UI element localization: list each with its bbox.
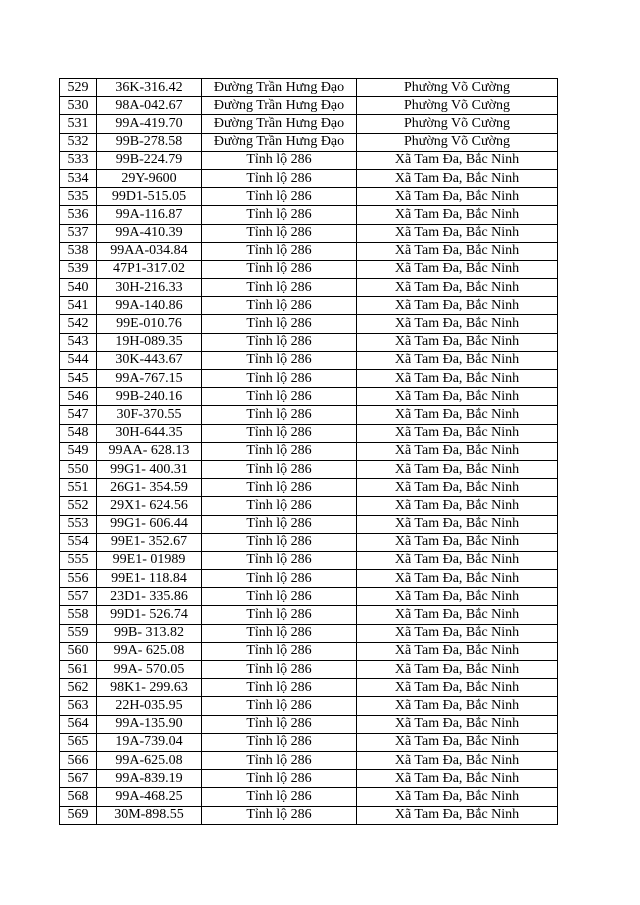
street-cell: Tỉnh lộ 286: [202, 751, 357, 769]
row-number-cell: 542: [60, 315, 97, 333]
row-number-cell: 540: [60, 279, 97, 297]
row-number-cell: 566: [60, 751, 97, 769]
ward-cell: Xã Tam Đa, Bắc Ninh: [357, 188, 558, 206]
license-plate-cell: 99A-468.25: [97, 788, 202, 806]
row-number-cell: 554: [60, 533, 97, 551]
street-cell: Tỉnh lộ 286: [202, 733, 357, 751]
row-number-cell: 537: [60, 224, 97, 242]
street-cell: Đường Trần Hưng Đạo: [202, 97, 357, 115]
ward-cell: Xã Tam Đa, Bắc Ninh: [357, 388, 558, 406]
row-number-cell: 541: [60, 297, 97, 315]
table-row: [60, 606, 558, 624]
street-cell: Tỉnh lộ 286: [202, 515, 357, 533]
license-plate-cell: 30H-216.33: [97, 279, 202, 297]
street-cell: Tỉnh lộ 286: [202, 224, 357, 242]
table-row: [60, 770, 558, 788]
table-row: [60, 333, 558, 351]
license-plate-cell: 22H-035.95: [97, 697, 202, 715]
license-plate-cell: 99AA- 628.13: [97, 442, 202, 460]
table-row: [60, 733, 558, 751]
ward-cell: Xã Tam Đa, Bắc Ninh: [357, 460, 558, 478]
row-number-cell: 556: [60, 570, 97, 588]
violations-table-body: [60, 79, 558, 825]
ward-cell: Xã Tam Đa, Bắc Ninh: [357, 242, 558, 260]
table-row: [60, 479, 558, 497]
street-cell: Tỉnh lộ 286: [202, 442, 357, 460]
row-number-cell: 567: [60, 770, 97, 788]
row-number-cell: 553: [60, 515, 97, 533]
license-plate-cell: 19A-739.04: [97, 733, 202, 751]
street-cell: Tỉnh lộ 286: [202, 333, 357, 351]
ward-cell: Xã Tam Đa, Bắc Ninh: [357, 715, 558, 733]
row-number-cell: 557: [60, 588, 97, 606]
table-row: [60, 406, 558, 424]
table-row: [60, 533, 558, 551]
row-number-cell: 538: [60, 242, 97, 260]
street-cell: Tỉnh lộ 286: [202, 606, 357, 624]
row-number-cell: 563: [60, 697, 97, 715]
license-plate-cell: 99E-010.76: [97, 315, 202, 333]
ward-cell: Xã Tam Đa, Bắc Ninh: [357, 551, 558, 569]
street-cell: Tỉnh lộ 286: [202, 497, 357, 515]
license-plate-cell: 99A-116.87: [97, 206, 202, 224]
ward-cell: Xã Tam Đa, Bắc Ninh: [357, 679, 558, 697]
street-cell: Tỉnh lộ 286: [202, 479, 357, 497]
ward-cell: Xã Tam Đa, Bắc Ninh: [357, 333, 558, 351]
street-cell: Tỉnh lộ 286: [202, 715, 357, 733]
license-plate-cell: 30H-644.35: [97, 424, 202, 442]
table-row: [60, 588, 558, 606]
table-row: [60, 79, 558, 97]
table-row: [60, 570, 558, 588]
table-row: [60, 442, 558, 460]
table-row: [60, 188, 558, 206]
ward-cell: Xã Tam Đa, Bắc Ninh: [357, 370, 558, 388]
table-row: [60, 315, 558, 333]
license-plate-cell: 99AA-034.84: [97, 242, 202, 260]
street-cell: Tỉnh lộ 286: [202, 788, 357, 806]
ward-cell: Xã Tam Đa, Bắc Ninh: [357, 442, 558, 460]
table-row: [60, 260, 558, 278]
license-plate-cell: 29Y-9600: [97, 169, 202, 187]
table-row: [60, 224, 558, 242]
table-row: [60, 661, 558, 679]
street-cell: Tỉnh lộ 286: [202, 279, 357, 297]
row-number-cell: 551: [60, 479, 97, 497]
ward-cell: Xã Tam Đa, Bắc Ninh: [357, 479, 558, 497]
ward-cell: Xã Tam Đa, Bắc Ninh: [357, 588, 558, 606]
row-number-cell: 559: [60, 624, 97, 642]
row-number-cell: 534: [60, 169, 97, 187]
license-plate-cell: 99A-410.39: [97, 224, 202, 242]
ward-cell: Xã Tam Đa, Bắc Ninh: [357, 570, 558, 588]
street-cell: Tỉnh lộ 286: [202, 697, 357, 715]
license-plate-cell: 99G1- 400.31: [97, 460, 202, 478]
license-plate-cell: 99A-767.15: [97, 370, 202, 388]
street-cell: Tỉnh lộ 286: [202, 460, 357, 478]
license-plate-cell: 99G1- 606.44: [97, 515, 202, 533]
street-cell: Tỉnh lộ 286: [202, 370, 357, 388]
table-row: [60, 169, 558, 187]
table-row: [60, 679, 558, 697]
row-number-cell: 561: [60, 661, 97, 679]
table-row: [60, 788, 558, 806]
license-plate-cell: 99B-224.79: [97, 151, 202, 169]
table-row: [60, 388, 558, 406]
ward-cell: Xã Tam Đa, Bắc Ninh: [357, 788, 558, 806]
table-row: [60, 715, 558, 733]
street-cell: Tỉnh lộ 286: [202, 770, 357, 788]
row-number-cell: 558: [60, 606, 97, 624]
license-plate-cell: 30F-370.55: [97, 406, 202, 424]
ward-cell: Xã Tam Đa, Bắc Ninh: [357, 642, 558, 660]
row-number-cell: 564: [60, 715, 97, 733]
license-plate-cell: 30M-898.55: [97, 806, 202, 824]
license-plate-cell: 99A-839.19: [97, 770, 202, 788]
row-number-cell: 547: [60, 406, 97, 424]
ward-cell: Xã Tam Đa, Bắc Ninh: [357, 260, 558, 278]
ward-cell: Xã Tam Đa, Bắc Ninh: [357, 497, 558, 515]
ward-cell: Phường Võ Cường: [357, 79, 558, 97]
street-cell: Tỉnh lộ 286: [202, 297, 357, 315]
license-plate-cell: 99E1- 118.84: [97, 570, 202, 588]
license-plate-cell: 99A-419.70: [97, 115, 202, 133]
street-cell: Tỉnh lộ 286: [202, 206, 357, 224]
license-plate-cell: 99A- 625.08: [97, 642, 202, 660]
table-row: [60, 370, 558, 388]
row-number-cell: 536: [60, 206, 97, 224]
table-row: [60, 206, 558, 224]
street-cell: Tỉnh lộ 286: [202, 679, 357, 697]
table-row: [60, 151, 558, 169]
license-plate-cell: 99B-240.16: [97, 388, 202, 406]
street-cell: Tỉnh lộ 286: [202, 260, 357, 278]
table-row: [60, 515, 558, 533]
ward-cell: Xã Tam Đa, Bắc Ninh: [357, 624, 558, 642]
row-number-cell: 530: [60, 97, 97, 115]
street-cell: Tỉnh lộ 286: [202, 642, 357, 660]
license-plate-cell: 36K-316.42: [97, 79, 202, 97]
ward-cell: Xã Tam Đa, Bắc Ninh: [357, 751, 558, 769]
row-number-cell: 546: [60, 388, 97, 406]
ward-cell: Xã Tam Đa, Bắc Ninh: [357, 697, 558, 715]
license-plate-cell: 23D1- 335.86: [97, 588, 202, 606]
row-number-cell: 552: [60, 497, 97, 515]
ward-cell: Phường Võ Cường: [357, 97, 558, 115]
ward-cell: Xã Tam Đa, Bắc Ninh: [357, 315, 558, 333]
license-plate-cell: 99A-135.90: [97, 715, 202, 733]
violations-table: [59, 78, 558, 825]
ward-cell: Phường Võ Cường: [357, 115, 558, 133]
license-plate-cell: 19H-089.35: [97, 333, 202, 351]
license-plate-cell: 98A-042.67: [97, 97, 202, 115]
table-row: [60, 97, 558, 115]
license-plate-cell: 99D1-515.05: [97, 188, 202, 206]
street-cell: Tỉnh lộ 286: [202, 570, 357, 588]
table-row: [60, 806, 558, 824]
street-cell: Tỉnh lộ 286: [202, 533, 357, 551]
street-cell: Tỉnh lộ 286: [202, 806, 357, 824]
license-plate-cell: 30K-443.67: [97, 351, 202, 369]
license-plate-cell: 99E1- 01989: [97, 551, 202, 569]
street-cell: Tỉnh lộ 286: [202, 315, 357, 333]
license-plate-cell: 47P1-317.02: [97, 260, 202, 278]
street-cell: Tỉnh lộ 286: [202, 424, 357, 442]
table-row: [60, 624, 558, 642]
ward-cell: Xã Tam Đa, Bắc Ninh: [357, 297, 558, 315]
street-cell: Đường Trần Hưng Đạo: [202, 133, 357, 151]
table-row: [60, 551, 558, 569]
license-plate-cell: 99A-625.08: [97, 751, 202, 769]
row-number-cell: 544: [60, 351, 97, 369]
street-cell: Tỉnh lộ 286: [202, 388, 357, 406]
row-number-cell: 549: [60, 442, 97, 460]
ward-cell: Xã Tam Đa, Bắc Ninh: [357, 806, 558, 824]
license-plate-cell: 99A-140.86: [97, 297, 202, 315]
table-row: [60, 351, 558, 369]
row-number-cell: 545: [60, 370, 97, 388]
row-number-cell: 543: [60, 333, 97, 351]
table-row: [60, 133, 558, 151]
row-number-cell: 529: [60, 79, 97, 97]
street-cell: Tỉnh lộ 286: [202, 551, 357, 569]
row-number-cell: 531: [60, 115, 97, 133]
license-plate-cell: 99E1- 352.67: [97, 533, 202, 551]
row-number-cell: 550: [60, 460, 97, 478]
table-row: [60, 697, 558, 715]
table-row: [60, 115, 558, 133]
ward-cell: Phường Võ Cường: [357, 133, 558, 151]
ward-cell: Xã Tam Đa, Bắc Ninh: [357, 279, 558, 297]
row-number-cell: 539: [60, 260, 97, 278]
table-row: [60, 242, 558, 260]
street-cell: Tỉnh lộ 286: [202, 661, 357, 679]
table-row: [60, 424, 558, 442]
table-row: [60, 497, 558, 515]
row-number-cell: 569: [60, 806, 97, 824]
street-cell: Đường Trần Hưng Đạo: [202, 79, 357, 97]
license-plate-cell: 29X1- 624.56: [97, 497, 202, 515]
row-number-cell: 560: [60, 642, 97, 660]
ward-cell: Xã Tam Đa, Bắc Ninh: [357, 151, 558, 169]
license-plate-cell: 99B- 313.82: [97, 624, 202, 642]
license-plate-cell: 99D1- 526.74: [97, 606, 202, 624]
row-number-cell: 535: [60, 188, 97, 206]
street-cell: Tỉnh lộ 286: [202, 351, 357, 369]
ward-cell: Xã Tam Đa, Bắc Ninh: [357, 351, 558, 369]
ward-cell: Xã Tam Đa, Bắc Ninh: [357, 224, 558, 242]
street-cell: Tỉnh lộ 286: [202, 188, 357, 206]
ward-cell: Xã Tam Đa, Bắc Ninh: [357, 533, 558, 551]
row-number-cell: 533: [60, 151, 97, 169]
street-cell: Tỉnh lộ 286: [202, 624, 357, 642]
street-cell: Tỉnh lộ 286: [202, 151, 357, 169]
license-plate-cell: 98K1- 299.63: [97, 679, 202, 697]
license-plate-cell: 26G1- 354.59: [97, 479, 202, 497]
ward-cell: Xã Tam Đa, Bắc Ninh: [357, 733, 558, 751]
license-plate-cell: 99A- 570.05: [97, 661, 202, 679]
license-plate-cell: 99B-278.58: [97, 133, 202, 151]
ward-cell: Xã Tam Đa, Bắc Ninh: [357, 770, 558, 788]
table-row: [60, 297, 558, 315]
table-row: [60, 642, 558, 660]
table-row: [60, 751, 558, 769]
ward-cell: Xã Tam Đa, Bắc Ninh: [357, 515, 558, 533]
street-cell: Đường Trần Hưng Đạo: [202, 115, 357, 133]
street-cell: Tỉnh lộ 286: [202, 242, 357, 260]
row-number-cell: 565: [60, 733, 97, 751]
row-number-cell: 548: [60, 424, 97, 442]
street-cell: Tỉnh lộ 286: [202, 406, 357, 424]
ward-cell: Xã Tam Đa, Bắc Ninh: [357, 169, 558, 187]
ward-cell: Xã Tam Đa, Bắc Ninh: [357, 406, 558, 424]
row-number-cell: 562: [60, 679, 97, 697]
row-number-cell: 555: [60, 551, 97, 569]
table-row: [60, 460, 558, 478]
ward-cell: Xã Tam Đa, Bắc Ninh: [357, 424, 558, 442]
ward-cell: Xã Tam Đa, Bắc Ninh: [357, 606, 558, 624]
row-number-cell: 568: [60, 788, 97, 806]
street-cell: Tỉnh lộ 286: [202, 169, 357, 187]
ward-cell: Xã Tam Đa, Bắc Ninh: [357, 661, 558, 679]
ward-cell: Xã Tam Đa, Bắc Ninh: [357, 206, 558, 224]
row-number-cell: 532: [60, 133, 97, 151]
table-row: [60, 279, 558, 297]
street-cell: Tỉnh lộ 286: [202, 588, 357, 606]
